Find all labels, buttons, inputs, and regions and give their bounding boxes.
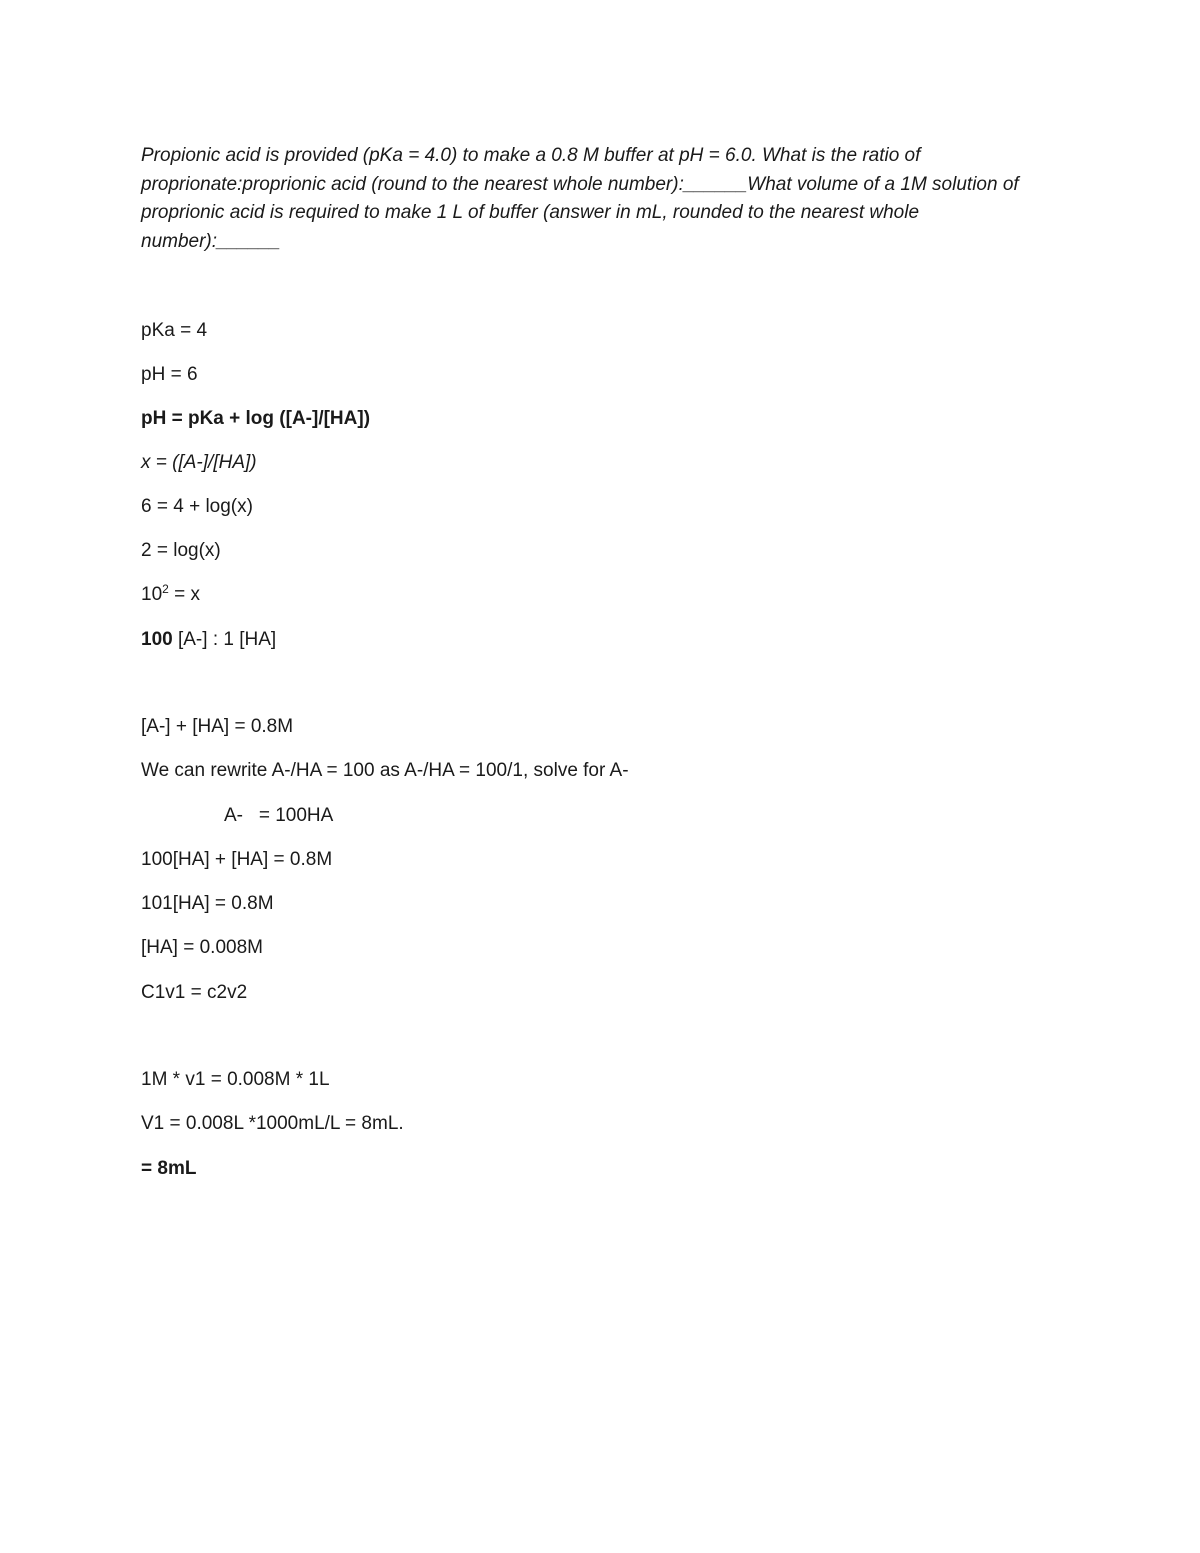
log-step-line: 2 = log(x) [141, 540, 221, 561]
pka-line: pKa = 4 [141, 320, 208, 341]
ratio-value: 100 [141, 629, 173, 650]
rewrite-line: We can rewrite A-/HA = 100 as A-/HA = 100/1, solve for A- [141, 760, 629, 781]
substitution-line: 6 = 4 + log(x) [141, 496, 253, 517]
calc-line: 1M * v1 = 0.008M * 1L [141, 1069, 330, 1090]
ha-concentration-line: [HA] = 0.008M [141, 937, 263, 958]
exp-power: 2 [162, 582, 169, 596]
henderson-equation: pH = pKa + log ([A-]/[HA]) [141, 408, 371, 429]
exp-base: 10 [141, 584, 163, 605]
ratio-line [141, 628, 276, 652]
sum-line: [A-] + [HA] = 0.8M [141, 716, 294, 737]
ratio-rest: [A-] : 1 [HA] [172, 629, 277, 650]
exponent-line [141, 583, 200, 607]
dilution-formula: C1v1 = c2v2 [141, 982, 248, 1003]
exp-rest: = x [168, 584, 200, 605]
a-equals-line: A- = 100HA [224, 805, 334, 826]
x-definition: x = ([A-]/[HA]) [141, 452, 257, 473]
ph-line: pH = 6 [141, 364, 198, 385]
combine-line: 101[HA] = 0.8M [141, 893, 274, 914]
question-text: Propionic acid is provided (pKa = 4.0) to make a 0.8 M buffer at pH = 6.0. What is the ratio of proprionate:proprionic acid (round to the nearest whole number):______What volume of a 1M solution of proprionic acid is required to make 1 L of buffer (answer in mL, rounded to the nearest whole number):______ [141, 145, 1019, 252]
final-answer: = 8mL [141, 1158, 197, 1179]
substitution2-line: 100[HA] + [HA] = 0.8M [141, 849, 333, 870]
v1-line: V1 = 0.008L *1000mL/L = 8mL. [141, 1113, 404, 1134]
